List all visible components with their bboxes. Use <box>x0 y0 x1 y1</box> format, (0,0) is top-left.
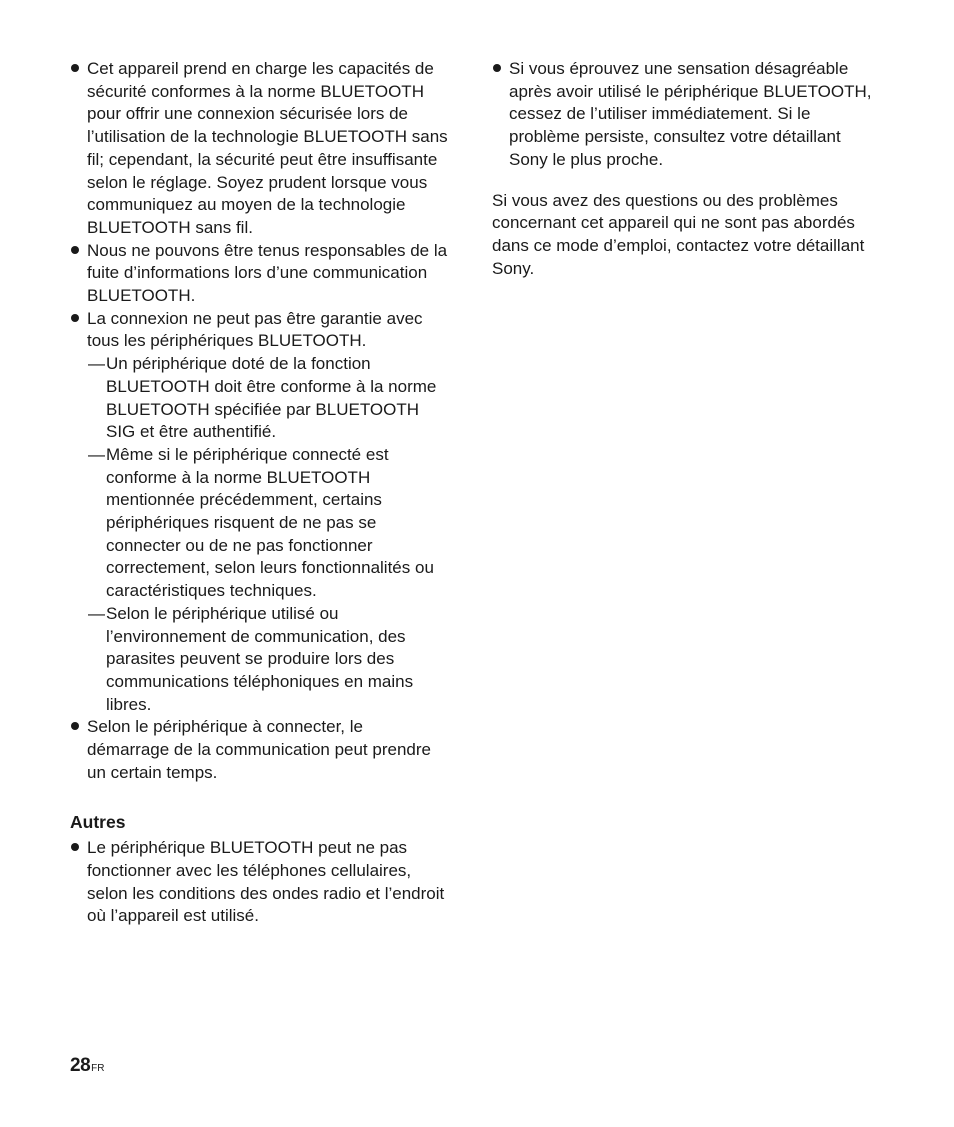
bullet-icon <box>71 843 79 851</box>
list-item-text: Si vous éprouvez une sensation désagréable après avoir utilisé le périphérique BLUETOOTH, cessez de l’utiliser immédiatement. Si le problème persiste, consultez votre détaillant Sony le plus proche. <box>509 59 872 169</box>
page-number-value: 28 <box>70 1055 91 1076</box>
dash-icon: — <box>88 603 105 623</box>
dash-icon: — <box>88 444 105 464</box>
list-item-text: Le périphérique BLUETOOTH peut ne pas fonctionner avec les téléphones cellulaires, selon les conditions des ondes radio et l’endroit où l’appareil est utilisé. <box>87 838 445 926</box>
list-item <box>70 58 448 240</box>
list-item-text: Nous ne pouvons être tenus responsables de la fuite d’informations lors d’une communication BLUETOOTH. <box>87 240 448 306</box>
left-column <box>70 58 448 928</box>
sub-list-item <box>70 444 448 603</box>
sub-list-item <box>70 353 448 444</box>
sub-list-item-text: Un périphérique doté de la fonction BLUETOOTH doit être conforme à la norme BLUETOOTH spécifiée par BLUETOOTH SIG et être authentifié. <box>106 354 437 442</box>
list-item <box>492 58 872 172</box>
page-language-code: FR <box>91 1063 105 1074</box>
list-item-text: Cet appareil prend en charge les capacités de sécurité conformes à la norme BLUETOOTH pour offrir une connexion sécurisée lors de l’utilisation de la technologie BLUETOOTH sans fil; cependant, la sécurité peut être insuffisante selon le réglage. Soyez prudent lorsque vous communiquez au moyen de la technologie BLUETOOTH sans fil. <box>87 59 448 237</box>
bullet-icon <box>71 64 79 72</box>
list-item <box>70 240 448 308</box>
page-number <box>70 1055 104 1077</box>
list-item <box>70 716 448 784</box>
list-item-text: La connexion ne peut pas être garantie avec tous les périphériques BLUETOOTH. <box>87 308 423 351</box>
contact-paragraph: Si vous avez des questions ou des problèmes concernant cet appareil qui ne sont pas abordés dans ce mode d’emploi, contactez votre détaillant Sony. <box>492 190 865 278</box>
dash-icon: — <box>88 354 105 374</box>
right-column <box>492 58 872 280</box>
sub-list-item <box>70 603 448 717</box>
bullet-icon <box>493 64 501 72</box>
bullet-icon <box>71 246 79 254</box>
section-heading: Autres <box>70 811 126 832</box>
list-item-text: Selon le périphérique à connecter, le démarrage de la communication peut prendre un certain temps. <box>87 717 431 782</box>
list-item <box>70 308 448 353</box>
sub-list-item-text: Même si le périphérique connecté est conforme à la norme BLUETOOTH mentionnée précédemment, certains périphériques risquent de ne pas se connecter ou de ne pas fonctionner correctement, selon leurs fonctionnalités ou caractéristiques techniques. <box>106 444 434 601</box>
sub-list-item-text: Selon le périphérique utilisé ou l’environnement de communication, des parasites peuvent se produire lors des communications téléphoniques en mains libres. <box>106 603 414 714</box>
list-item <box>70 837 448 928</box>
bullet-icon <box>71 722 79 730</box>
bullet-icon <box>71 314 79 322</box>
